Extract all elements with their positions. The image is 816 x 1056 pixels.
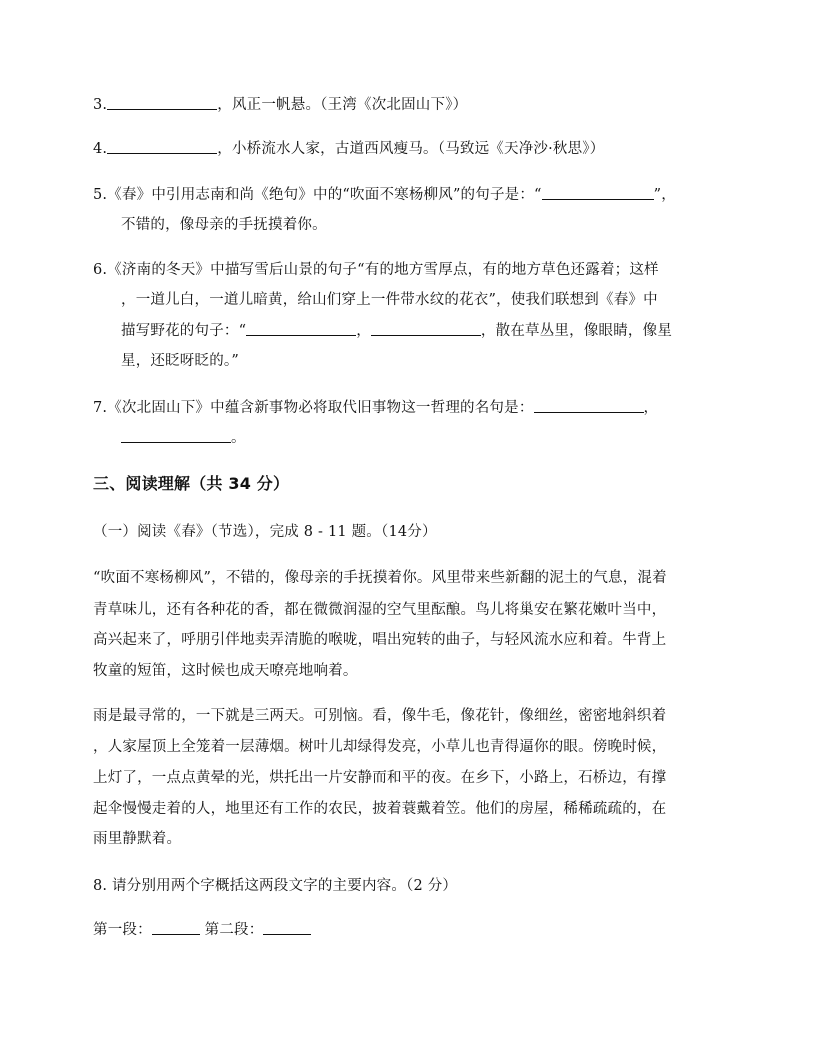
answer-blank[interactable] [371, 321, 481, 336]
question-6-line-3 [121, 321, 672, 341]
answer-blank[interactable] [534, 398, 644, 413]
question-3-number: 3. [93, 97, 108, 113]
question-5-line-1 [93, 185, 676, 205]
question-3 [93, 95, 467, 115]
question-6-text: 描写野花的句子：“ [121, 323, 247, 339]
question-5-text-end: ”， [653, 187, 676, 203]
question-7-period: 。 [231, 430, 246, 446]
passage-p2-line: ，人家屋顶上全笼着一层薄烟。树叶儿却绿得发亮，小草儿也青得逼你的眼。傍晚时候， [93, 739, 667, 755]
question-7-line-1 [93, 398, 658, 418]
answer-blank[interactable] [152, 920, 200, 935]
passage-p1-line: “吹面不寒杨柳风”，不错的，像母亲的手抚摸着你。风里带来些新翻的泥土的气息，混着 [93, 570, 667, 586]
question-8: 8. 请分别用两个字概括这两段文字的主要内容。（2 分） [93, 878, 458, 894]
question-6-text-end: ，散在草丛里，像眼睛，像星 [480, 323, 673, 339]
answer-blank[interactable] [246, 321, 356, 336]
question-7-text: 7.《次北固山下》中蕴含新事物必将取代旧事物这一哲理的名句是： [93, 400, 534, 416]
section-heading: 三、阅读理解（共 34 分） [93, 474, 290, 493]
answer-blank[interactable] [107, 139, 217, 154]
question-8-answers [93, 920, 311, 940]
answer-blank[interactable] [121, 428, 231, 443]
question-6-line-1: 6.《济南的冬天》中描写雪后山景的句子“有的地方雪厚点，有的地方草色还露着；这样 [93, 262, 659, 278]
question-6-line-2: ，一道儿白，一道儿暗黄，给山们穿上一件带水纹的花衣”，使我们联想到《春》中 [121, 292, 658, 308]
section-subheading: （一）阅读《春》（节选），完成 8 - 11 题。（14分） [93, 524, 437, 540]
passage-p2-line: 起伞慢慢走着的人，地里还有工作的农民，披着蓑戴着笠。他们的房屋，稀稀疏疏的，在 [93, 801, 667, 817]
question-6-separator: ， [356, 323, 371, 339]
passage-p1-line: 牧童的短笛，这时候也成天嘹亮地响着。 [93, 663, 358, 679]
question-3-text: ，风正一帆悬。（王湾《次北固山下》） [217, 97, 468, 113]
question-4-number: 4. [93, 141, 108, 157]
question-5-text: 5.《春》中引用志南和尚《绝句》中的“吹面不寒杨柳风”的句子是：“ [93, 187, 542, 203]
passage-p1-line: 青草味儿，还有各种花的香，都在微微润湿的空气里酝酿。鸟儿将巢安在繁花嫩叶当中， [93, 602, 667, 618]
question-7-line-2 [121, 428, 246, 448]
passage-p2-line: 上灯了，一点点黄晕的光，烘托出一片安静而和平的夜。在乡下，小路上，石桥边，有撑 [93, 770, 667, 786]
passage-p2-line: 雨是最寻常的，一下就是三两天。可别恼。看，像牛毛，像花针，像细丝，密密地斜织着 [93, 708, 667, 724]
answer-blank[interactable] [107, 95, 217, 110]
passage-p1-line: 高兴起来了，呼朋引伴地卖弄清脆的喉咙，唱出宛转的曲子，与轻风流水应和着。牛背上 [93, 632, 667, 648]
answer-blank[interactable] [263, 920, 311, 935]
question-7-text-end: ， [643, 400, 659, 416]
answer-label-2: 第二段： [204, 922, 264, 938]
passage-p2-line: 雨里静默着。 [93, 831, 182, 847]
question-4-text: ，小桥流水人家，古道西风瘦马。（马致远《天净沙·秋思》） [217, 141, 605, 157]
answer-label-1: 第一段： [93, 922, 152, 938]
question-4 [93, 139, 604, 159]
answer-blank[interactable] [542, 185, 654, 200]
question-5-line-2: 不错的，像母亲的手抚摸着你。 [121, 217, 327, 233]
question-6-line-4: 星，还眨呀眨的。” [121, 353, 239, 369]
